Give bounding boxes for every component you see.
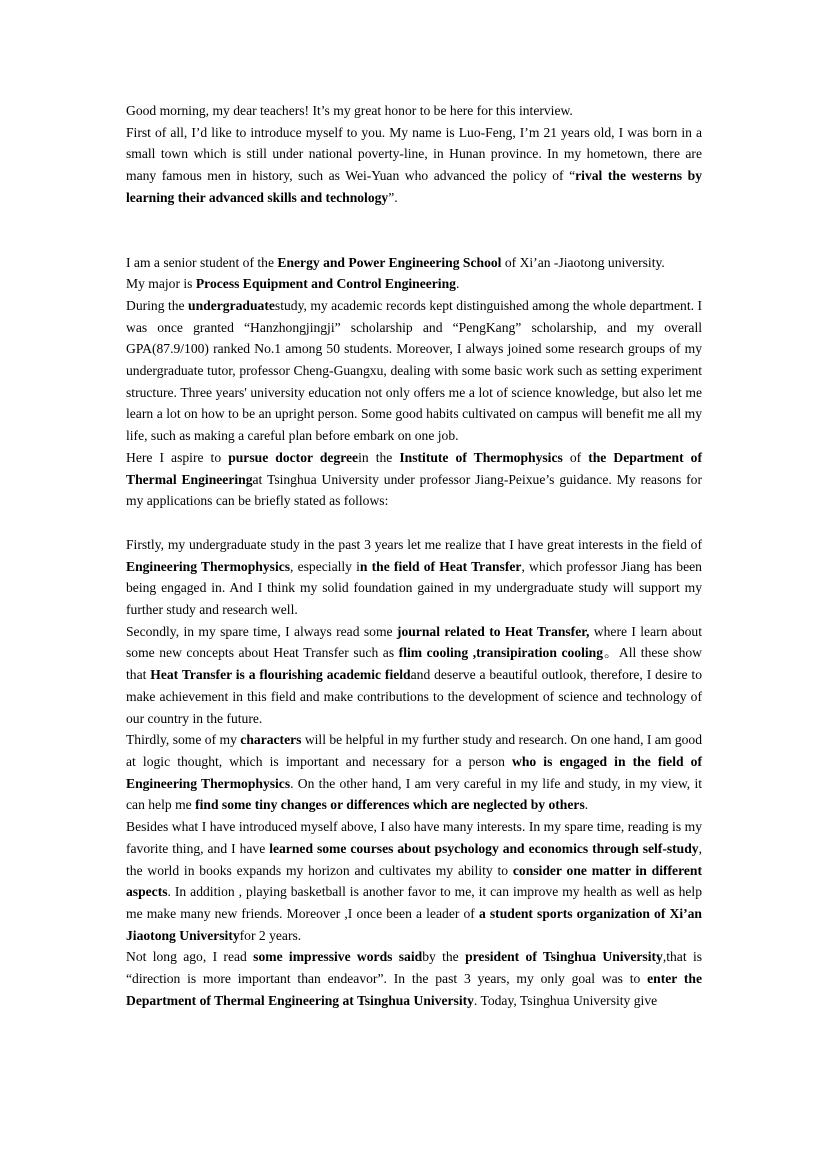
bold-text-run: who is engaged in the field of Engineering Thermophysics: [126, 753, 702, 791]
text-run: will be helpful in my further study and research. On one hand, I am good at logic thought, which is important and necessary for a person: [126, 732, 703, 769]
bold-text-run: characters: [240, 732, 302, 748]
paragraph-school: [126, 252, 702, 274]
bold-text-run: flim cooling ,transipiration cooling: [398, 645, 603, 661]
text-run: Firstly, my undergraduate study in the past 3 years let me realize that I have great interests in the field of: [126, 536, 702, 552]
text-run: Besides what I have introduced myself above, I also have many interests. In my spare time, reading is my favorite thing, and I have: [126, 819, 702, 856]
bold-text-run: find some tiny changes or differences which are neglected by others: [195, 797, 585, 813]
paragraph-introduction: [126, 122, 702, 209]
paragraph-firstly: [126, 534, 702, 621]
paragraph-interests: [126, 816, 702, 946]
text-run: My major is: [126, 276, 196, 292]
text-run: of Xi’an -Jiaotong university.: [501, 254, 665, 270]
text-run: Not long ago, I read: [126, 949, 254, 965]
bold-text-run: pursue doctor degree: [228, 449, 359, 465]
text-run: . On the other hand, I am very careful in my life and study, in my view, it can help me: [126, 775, 702, 813]
bold-text-run: Energy and Power Engineering School: [277, 254, 502, 270]
text-run: , especially i: [290, 558, 360, 574]
text-run: . In addition , playing basketball is another favor to me, it can improve my health as well as help me make many new friends. Moreover ,I once been a leader of: [126, 884, 702, 921]
bold-text-run: undergraduate: [188, 297, 275, 313]
text-run: for 2 years.: [239, 927, 302, 943]
bold-text-run: consider one matter in different aspects: [126, 862, 702, 900]
text-run: study, my academic records kept distinguished among the whole department. I was once granted “Hanzhongjingji” scholarship and “PengKang” scholarship, and my overall GPA(87.9/100) ranked No.1 among 50 students. Moreover, I always joined some research groups of my undergraduate tutor, professor Cheng-Guangxu, dealing with some basic work such as setting experiment structure. Three years' university education not only offers me a lot of science knowledge, but also let me learn a lot on how to be an upright person. Some good habits cultivated on campus will benefit me all my life, such as making a careful plan before embark on one job.: [126, 297, 702, 444]
document-page: [126, 100, 702, 1011]
text-run: Here I aspire to: [126, 449, 229, 465]
bold-text-run: journal related to Heat Transfer,: [396, 623, 590, 639]
bold-text-run: Engineering Thermophysics: [126, 558, 291, 574]
text-run: .: [455, 276, 460, 292]
bold-text-run: Process Equipment and Control Engineering: [195, 276, 456, 292]
bold-text-run: rival the westerns by learning their advanced skills and technology: [126, 168, 702, 205]
bold-text-run: a student sports organization of Xi’an Jiaotong University: [126, 905, 702, 943]
text-run: ”.: [388, 189, 398, 205]
bold-text-run: n the field of Heat Transfer: [359, 558, 522, 574]
bold-text-run: president of Tsinghua University: [465, 949, 663, 965]
text-run: ,that is “direction is more important than endeavor”. In the past 3 years, my only goal was to: [126, 949, 703, 987]
text-run: Secondly, in my spare time, I always read some: [126, 623, 397, 639]
text-run: Thirdly, some of my: [126, 732, 241, 748]
bold-text-run: Heat Transfer is a flourishing academic field: [150, 667, 411, 683]
paragraph-secondly: [126, 621, 702, 730]
text-run: by the: [422, 949, 466, 965]
text-run: First of all, I’d like to introduce myself to you. My name is Luo-Feng, I’m 21 years old, I was born in a small town which is still under national poverty-line, in Hunan province. In my hometown, there are many famous men in history, such as Wei-Yuan who advanced the policy of “: [126, 124, 702, 184]
text-run: at Tsinghua University under professor Jiang-Peixue’s guidance. My reasons for my applications can be briefly stated as follows:: [126, 471, 702, 509]
text-run: Good morning, my dear teachers! It’s my great honor to be here for this interview.: [126, 103, 573, 118]
text-run: . Today, Tsinghua University give: [473, 992, 658, 1008]
paragraph-spacer: [126, 512, 702, 534]
bold-text-run: the Department of Thermal Engineering: [126, 449, 702, 487]
text-run: where I learn about some new concepts about Heat Transfer such as: [126, 623, 702, 661]
paragraph-aspiration: [126, 447, 702, 512]
bold-text-run: Institute of Thermophysics: [399, 449, 563, 465]
text-run: During the: [126, 297, 189, 313]
paragraph-greeting: [126, 100, 702, 122]
text-run: in the: [358, 449, 400, 465]
paragraph-closing: [126, 946, 702, 1011]
text-run: and deserve a beautiful outlook, therefore, I desire to make achievement in this field and make contributions to the development of science and technology of our country in the future.: [126, 667, 702, 726]
paragraph-major: [126, 273, 702, 295]
text-run: .: [584, 797, 589, 813]
bold-text-run: learned some courses about psychology and economics through self-study: [269, 840, 699, 856]
text-run: , which professor Jiang has been being engaged in. And I think my solid foundation gained in my undergraduate study will support my further study and research well.: [126, 558, 702, 618]
text-run: I am a senior student of the: [126, 254, 278, 270]
paragraph-spacer: [126, 209, 702, 252]
text-run: , the world in books expands my horizon and cultivates my ability to: [126, 840, 703, 878]
paragraph-undergraduate: [126, 295, 702, 447]
text-run: of: [562, 449, 589, 465]
bold-text-run: some impressive words said: [253, 949, 423, 965]
text-run: 。All these show that: [126, 645, 702, 683]
paragraph-thirdly: [126, 729, 702, 816]
bold-text-run: enter the Department of Thermal Engineering at Tsinghua University: [126, 971, 702, 1008]
